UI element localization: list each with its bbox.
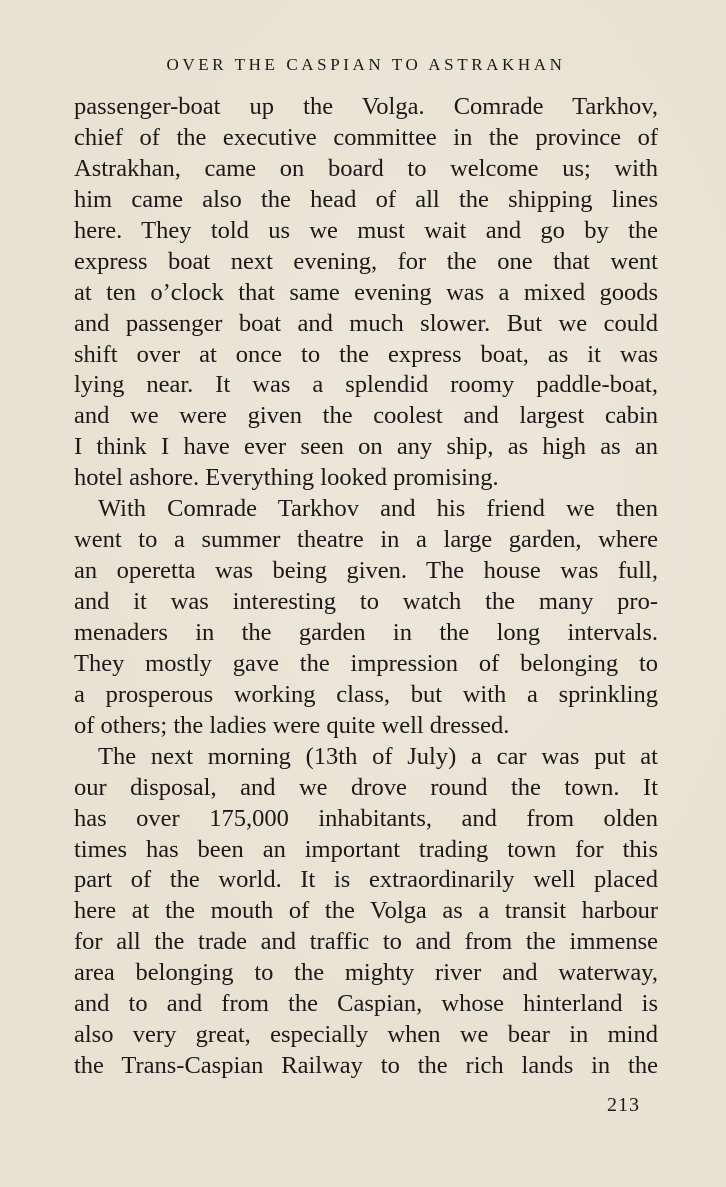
text-line: a prosperous working class, but with a sprinkling (74, 680, 658, 708)
text-line: They mostly gave the impression of belonging to (74, 649, 658, 677)
text-line: also very great, especially when we bear in mind (74, 1021, 658, 1049)
text-line: lying near. It was a splendid roomy paddle-boat, (74, 371, 658, 399)
text-line: here at the mouth of the Volga as a transit harbour (74, 897, 658, 925)
text-line: menaders in the garden in the long intervals. (74, 618, 658, 646)
text-line: times has been an important trading town for this (74, 835, 658, 863)
text-line: chief of the executive committee in the province of (74, 123, 658, 151)
text-line: part of the world. It is extraordinarily well placed (74, 866, 658, 894)
text-line: Astrakhan, came on board to welcome us; with (74, 154, 658, 182)
text-line: and passenger boat and much slower. But we could (74, 309, 658, 337)
text-line: our disposal, and we drove round the town. It (74, 773, 658, 801)
text-line: and to and from the Caspian, whose hinterland is (74, 990, 658, 1018)
text-line: has over 175,000 inhabitants, and from olden (74, 804, 658, 832)
text-line: passenger-boat up the Volga. Comrade Tarkhov, (74, 93, 658, 120)
text-line: here. They told us we must wait and go by the (74, 216, 658, 244)
body-text (74, 92, 658, 1082)
text-line: and we were given the coolest and largest cabin (74, 402, 658, 430)
text-line: With Comrade Tarkhov and his friend we then (98, 495, 658, 523)
text-line: hotel ashore. Everything looked promising. (74, 464, 499, 492)
text-line: I think I have ever seen on any ship, as high as an (74, 433, 658, 461)
text-line: went to a summer theatre in a large garden, where (74, 526, 658, 554)
text-line: an operetta was being given. The house was full, (74, 557, 658, 585)
text-line: area belonging to the mighty river and waterway, (74, 959, 658, 987)
text-line: express boat next evening, for the one that went (74, 247, 658, 275)
text-line: of others; the ladies were quite well dressed. (74, 711, 510, 739)
text-line: The next morning (13th of July) a car was put at (98, 742, 658, 770)
text-line: the Trans-Caspian Railway to the rich lands in the (74, 1052, 658, 1080)
text-line: at ten o’clock that same evening was a mixed goods (74, 278, 658, 306)
text-line: shift over at once to the express boat, as it was (74, 340, 658, 368)
text-line: and it was interesting to watch the many pro- (74, 588, 658, 615)
text-line: for all the trade and traffic to and from the immense (74, 928, 658, 956)
page-number: 213 (607, 1094, 640, 1116)
text-line: him came also the head of all the shipping lines (74, 185, 658, 213)
running-head: OVER THE CASPIAN TO ASTRAKHAN (166, 55, 566, 74)
